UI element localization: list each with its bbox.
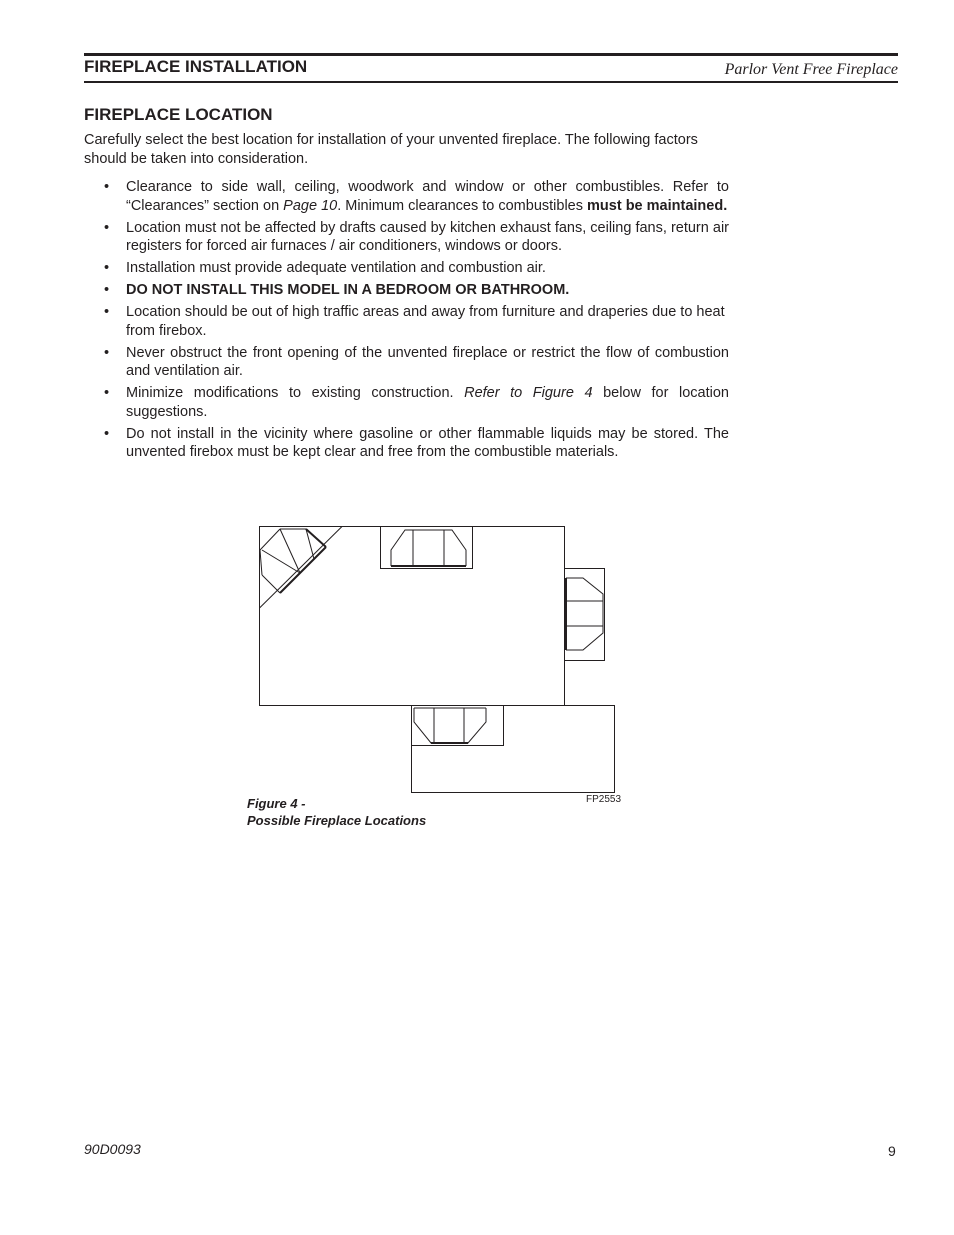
figure-caption: Figure 4 - Possible Fireplace Locations bbox=[247, 796, 427, 828]
list-item: • Location should be out of high traffic areas and away from furniture and draperies due to heat from firebox. bbox=[104, 304, 725, 339]
subsection-title: FIREPLACE LOCATION bbox=[84, 105, 273, 124]
list-item: • Do not install in the vicinity where gasoline or other flammable liquids may be stored. The unvented firebox must be kept clear and free from the combustible materials. bbox=[104, 425, 729, 460]
bullet-icon: • bbox=[104, 344, 110, 361]
document-title: Parlor Vent Free Fireplace bbox=[724, 61, 898, 78]
bullet-icon: • bbox=[104, 219, 110, 236]
document-code: 90D0093 bbox=[84, 1141, 141, 1157]
page-number: 9 bbox=[888, 1143, 896, 1159]
intro-paragraph: Carefully select the best location for installation of your unvented fireplace. The following factors should be taken into consideration. bbox=[84, 132, 698, 167]
page-header bbox=[84, 53, 898, 83]
figure-code: FP2553 bbox=[586, 794, 622, 805]
bottom-fireplace bbox=[412, 706, 504, 746]
location-factors-list bbox=[104, 178, 729, 465]
room-outline bbox=[260, 527, 565, 706]
bullet-icon: • bbox=[104, 260, 110, 276]
list-item: • Minimize modifications to existing construction. Refer to Figure 4 below for location suggestions. bbox=[104, 385, 729, 420]
bullet-icon: • bbox=[104, 425, 110, 442]
list-item: • DO NOT INSTALL THIS MODEL IN A BEDROOM OR BATHROOM. bbox=[104, 282, 570, 298]
bullet-icon: • bbox=[104, 179, 110, 195]
top-wall-fireplace bbox=[381, 527, 473, 569]
adjacent-room-outline bbox=[412, 706, 615, 793]
section-title: FIREPLACE INSTALLATION bbox=[84, 57, 308, 76]
list-item: • Location must not be affected by drafts caused by kitchen exhaust fans, ceiling fans, return air registers for forced air furnaces / air conditioners, windows or doors. bbox=[104, 219, 729, 254]
right-wall-fireplace bbox=[565, 569, 605, 661]
list-item: • Installation must provide adequate ventilation and combustion air. bbox=[104, 260, 546, 276]
bullet-icon: • bbox=[104, 385, 110, 401]
list-item: • Never obstruct the front opening of the unvented fireplace or restrict the flow of combustion and ventilation air. bbox=[104, 344, 729, 379]
bullet-icon: • bbox=[104, 304, 110, 320]
corner-fireplace bbox=[260, 527, 343, 609]
list-item: • Clearance to side wall, ceiling, woodwork and window or other combustibles. Refer to “Clearances” section on Page 10. Minimum clearances to combustibles must be maintained. bbox=[104, 179, 729, 214]
bullet-icon: • bbox=[104, 282, 110, 298]
